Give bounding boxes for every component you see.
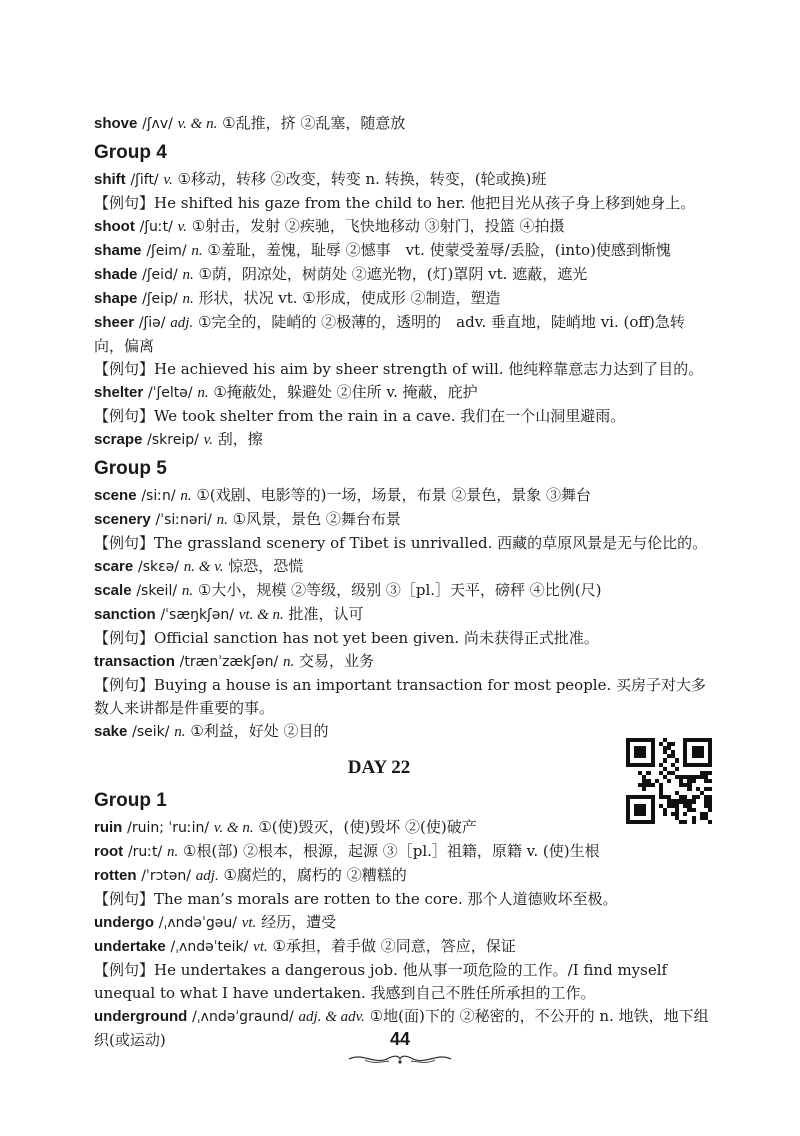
phonetic: /ˌʌndəˈgəu/	[158, 915, 237, 931]
vocab-entry	[94, 579, 712, 603]
definition: ①根(部) ②根本，根源，起源 ③［pl.］祖籍，原籍 v. (使)生根	[183, 842, 600, 860]
headword: root	[94, 843, 124, 860]
example-text: Buying a house is an important transaction for most people. 买房子对大多数人来讲都是件重要的事。	[94, 676, 707, 717]
example-label: 【例句】	[94, 961, 155, 979]
vocab-entry	[94, 287, 712, 311]
definition: 刮，擦	[217, 430, 263, 448]
phonetic: /ʃift/	[130, 172, 159, 188]
headword: shift	[94, 171, 126, 188]
part-of-speech: vt. & n.	[238, 607, 284, 623]
phonetic: /ʃeim/	[146, 243, 187, 259]
headword: rotten	[94, 867, 137, 884]
day-heading: DAY 22	[347, 757, 411, 778]
part-of-speech: v. & n.	[177, 116, 218, 132]
example-sentence	[94, 959, 712, 1005]
vocab-entry	[94, 650, 712, 674]
definition: ①掩蔽处，躲避处 ②住所 v. 掩蔽，庇护	[213, 383, 478, 401]
definition: 经历，遭受	[261, 913, 337, 931]
part-of-speech: n.	[197, 385, 209, 401]
vocab-entry	[94, 484, 712, 508]
phonetic: /ʃiə/	[138, 315, 166, 331]
example-text: He undertakes a dangerous job. 他从事一项危险的工作。/I find myself unequal to what I have undertaken. 我感到自己不胜任所承担的工作。	[94, 961, 668, 1002]
phonetic: /trænˈzækʃən/	[179, 654, 279, 670]
phonetic: /ʃʌv/	[142, 116, 173, 132]
definition: ①利益，好处 ②目的	[190, 722, 329, 740]
vocab-entry	[94, 603, 712, 627]
example-text: He shifted his gaze from the child to her. 他把目光从孩子身上移到她身上。	[154, 194, 696, 212]
vocab-entry	[94, 840, 712, 864]
page-number: 44	[389, 1029, 411, 1049]
vocab-entry	[94, 935, 712, 959]
example-sentence	[94, 674, 712, 720]
vocab-entry	[94, 508, 712, 532]
headword: shade	[94, 266, 138, 283]
vocab-entry	[94, 720, 712, 744]
part-of-speech: n. & v.	[183, 559, 224, 575]
headword: scrape	[94, 431, 143, 448]
headword: shelter	[94, 384, 144, 401]
example-label: 【例句】	[94, 629, 155, 647]
part-of-speech: n.	[181, 583, 194, 599]
example-sentence	[94, 405, 712, 428]
part-of-speech: n.	[180, 488, 192, 504]
vocab-entry	[94, 555, 712, 579]
phonetic: /siːn/	[141, 488, 176, 504]
part-of-speech: adj.	[195, 868, 219, 884]
phonetic: /ʃuːt/	[139, 219, 173, 235]
part-of-speech: v.	[177, 219, 187, 235]
definition: ①承担，着手做 ②同意，答应，保证	[272, 937, 516, 955]
phonetic: /seik/	[132, 724, 170, 740]
phonetic: /ˈsæŋkʃən/	[160, 607, 234, 623]
vocab-entry	[94, 381, 712, 405]
example-text: We took shelter from the rain in a cave. 我们在一个山洞里避雨。	[154, 407, 626, 425]
headword: shove	[94, 115, 138, 132]
part-of-speech: n.	[182, 291, 194, 307]
definition: ①风景，景色 ②舞台布景	[232, 510, 401, 528]
vocab-entry	[94, 215, 712, 239]
example-sentence	[94, 358, 712, 381]
part-of-speech: n.	[282, 654, 295, 670]
vocab-entry	[94, 168, 712, 192]
headword: underground	[94, 1008, 188, 1025]
phonetic: /skreip/	[147, 432, 199, 448]
phonetic: /ʃeip/	[142, 291, 178, 307]
example-text: He achieved his aim by sheer strength of will. 他纯粹靠意志力达到了目的。	[154, 360, 704, 378]
example-sentence	[94, 627, 712, 650]
part-of-speech: adj. & adv.	[298, 1009, 365, 1025]
definition: ①(戏剧、电影等的)一场，场景，布景 ②景色，景象 ③舞台	[196, 486, 592, 504]
headword: shape	[94, 290, 138, 307]
phonetic: /ˈʃeltə/	[147, 385, 193, 401]
phonetic: /skeil/	[136, 583, 178, 599]
definition: ①移动，转移 ②改变，转变 n. 转换，转变，(轮或换)班	[177, 170, 547, 188]
qr-code-icon[interactable]	[626, 738, 712, 824]
headword: sake	[94, 723, 128, 740]
definition: ①腐烂的，腐朽的 ②糟糕的	[223, 866, 407, 884]
headword: transaction	[94, 653, 175, 670]
headword: shoot	[94, 218, 135, 235]
vocab-entry	[94, 263, 712, 287]
definition: 形状，状况 vt. ①形成，使成形 ②制造，塑造	[198, 289, 501, 307]
definition: 惊恐，恐慌	[228, 557, 304, 575]
vocab-entry	[94, 911, 712, 935]
part-of-speech: n.	[182, 267, 194, 283]
phonetic: /ˈrɔtən/	[141, 868, 191, 884]
headword: scene	[94, 487, 137, 504]
example-label: 【例句】	[94, 360, 155, 378]
part-of-speech: v.	[203, 432, 213, 448]
vocab-entry	[94, 112, 712, 136]
scroll-ornament-icon	[345, 1050, 455, 1068]
phonetic: /ruin; ˈruːin/	[127, 820, 210, 836]
vocab-entry	[94, 239, 712, 263]
example-label: 【例句】	[94, 676, 155, 694]
part-of-speech: n.	[167, 844, 179, 860]
example-sentence	[94, 888, 712, 911]
definition: ①(使)毁灭，(使)毁坏 ②(使)破产	[258, 818, 477, 836]
example-label: 【例句】	[94, 194, 155, 212]
vocab-entry	[94, 816, 712, 840]
phonetic: /ʃeid/	[142, 267, 178, 283]
definition: ①乱推，挤 ②乱塞，随意放	[222, 114, 406, 132]
definition: ①荫，阴凉处，树荫处 ②遮光物，(灯)罩阴 vt. 遮蔽，遮光	[198, 265, 588, 283]
group-heading: Group 5	[94, 458, 167, 479]
phonetic: /ruːt/	[127, 844, 163, 860]
part-of-speech: vt.	[241, 915, 257, 931]
headword: scale	[94, 582, 132, 599]
page-footer	[0, 1028, 800, 1068]
vocab-entry	[94, 311, 712, 358]
definition: ①大小，规模 ②等级，级别 ③［pl.］天平，磅秤 ④比例(尺)	[197, 581, 602, 599]
definition: ①地(面)下的 ②秘密的，不公开的 n. 地铁，地下组织(或运动)	[94, 1007, 709, 1049]
definition: ①射击，发射 ②疾驰，飞快地移动 ③射门，投篮 ④拍摄	[191, 217, 565, 235]
phonetic: /ˌʌndəˈteik/	[170, 939, 249, 955]
example-text: Official sanction has not yet been given. 尚未获得正式批准。	[154, 629, 599, 647]
part-of-speech: n.	[174, 724, 186, 740]
vocab-entry	[94, 864, 712, 888]
example-label: 【例句】	[94, 890, 155, 908]
group-heading: Group 1	[94, 790, 167, 811]
vocab-entry	[94, 428, 712, 452]
example-label: 【例句】	[94, 407, 155, 425]
headword: scare	[94, 558, 134, 575]
headword: undertake	[94, 938, 166, 955]
example-label: 【例句】	[94, 534, 155, 552]
phonetic: /ˈsiːnəri/	[155, 512, 212, 528]
definition: ①完全的，陡峭的 ②极薄的，透明的 adv. 垂直地，陡峭地 vi. (off)急转向，偏离	[94, 313, 685, 355]
headword: scenery	[94, 511, 151, 528]
phonetic: /ˌʌndəˈgraund/	[192, 1009, 294, 1025]
definition: 交易，业务	[299, 652, 375, 670]
headword: shame	[94, 242, 142, 259]
definition: 批准，认可	[288, 605, 364, 623]
example-text: The grassland scenery of Tibet is unrivalled. 西藏的草原风景是无与伦比的。	[154, 534, 708, 552]
definition: ①羞耻，羞愧，耻辱 ②憾事 vt. 使蒙受羞辱/丢脸，(into)使感到惭愧	[207, 241, 671, 259]
example-sentence	[94, 192, 712, 215]
headword: sheer	[94, 314, 135, 331]
part-of-speech: n.	[216, 512, 228, 528]
headword: sanction	[94, 606, 156, 623]
headword: undergo	[94, 914, 154, 931]
example-sentence	[94, 532, 712, 555]
vocabulary-content	[94, 112, 712, 1052]
part-of-speech: n.	[191, 243, 203, 259]
part-of-speech: v.	[163, 172, 173, 188]
headword: ruin	[94, 819, 123, 836]
example-text: The man’s morals are rotten to the core. 那个人道德败坏至极。	[154, 890, 618, 908]
group-heading: Group 4	[94, 142, 167, 163]
part-of-speech: adj.	[170, 315, 194, 331]
part-of-speech: v. & n.	[213, 820, 254, 836]
part-of-speech: vt.	[253, 939, 268, 955]
phonetic: /skɛə/	[138, 559, 180, 575]
